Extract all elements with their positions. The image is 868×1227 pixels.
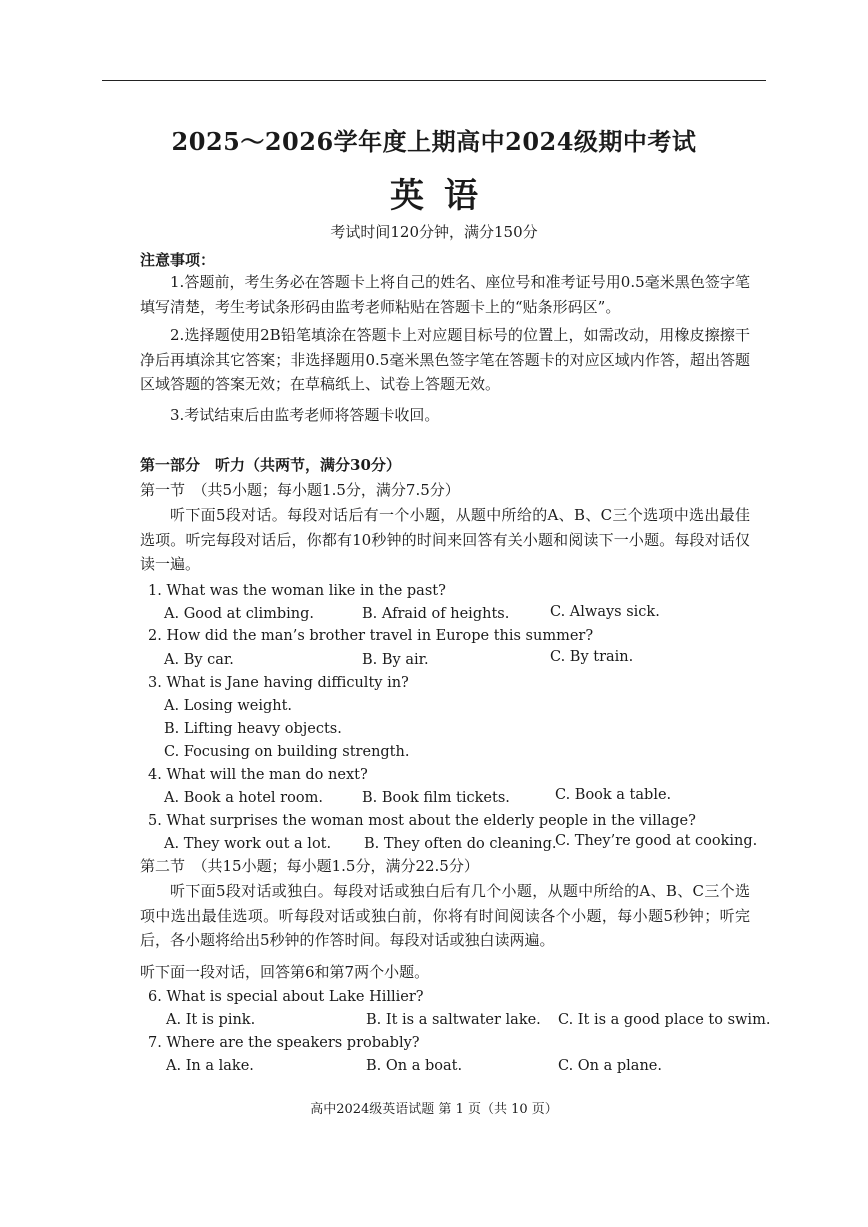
question-3-option-a: A. Losing weight. <box>164 698 293 714</box>
question-6-stem: 6. What is special about Lake Hillier? <box>148 989 424 1005</box>
section1-instructions: 听下面5段对话。每段对话后有一个小题，从题中所给的A、B、C三个选项中选出最佳选项。听完每段对话后，你都有10秒钟的时间来回答有关小题和阅读下一小题。每段对话仅读一遍。 <box>140 506 750 573</box>
question-7-stem: 7. Where are the speakers probably? <box>148 1035 420 1051</box>
question-1-option-b: B. Afraid of heights. <box>362 606 510 622</box>
exam-title: 2025～2026学年度上期高中2024级期中考试 <box>171 127 697 156</box>
notice-item-1: 1.答题前，考生务必在答题卡上将自己的姓名、座位号和准考证号用0.5毫米黑色签字笔填写清楚，考生考试条形码由监考老师粘贴在答题卡上的“贴条形码区”。 <box>140 273 750 316</box>
question-2-stem: 2. How did the man’s brother travel in Europe this summer? <box>148 628 594 644</box>
question-6-option-c: C. It is a good place to swim. <box>558 1012 771 1028</box>
question-4-stem: 4. What will the man do next? <box>148 767 368 783</box>
question-6-option-b: B. It is a saltwater lake. <box>366 1012 541 1028</box>
question-7-option-a: A. In a lake. <box>166 1058 254 1074</box>
question-5-option-b: B. They often do cleaning. <box>364 836 557 852</box>
question-2-option-a: A. By car. <box>164 652 234 668</box>
question-1-option-c: C. Always sick. <box>550 604 660 620</box>
top-rule <box>102 80 766 81</box>
subject-title: 英语 <box>390 176 498 216</box>
part1-heading: 第一部分 听力（共两节，满分30分） <box>140 456 401 474</box>
section2-heading: 第二节 （共15小题；每小题1.5分，满分22.5分） <box>140 857 479 875</box>
page-footer: 高中2024级英语试题 第 1 页（共 10 页） <box>310 1102 558 1117</box>
question-7-option-b: B. On a boat. <box>366 1058 463 1074</box>
question-3-option-b: B. Lifting heavy objects. <box>164 721 342 737</box>
question-4-option-b: B. Book film tickets. <box>362 790 510 806</box>
notice-item-2: 2.选择题使用2B铅笔填涂在答题卡上对应题目标号的位置上，如需改动，用橡皮擦擦干净后再填涂其它答案；非选择题用0.5毫米黑色签字笔在答题卡的对应区域内作答，超出答题区域答题的答案无效；在草稿纸上、试卷上答题无效。 <box>140 326 750 393</box>
question-4-option-a: A. Book a hotel room. <box>164 790 323 806</box>
section1-heading: 第一节 （共5小题；每小题1.5分，满分7.5分） <box>140 481 460 499</box>
question-2-option-b: B. By air. <box>362 652 429 668</box>
question-5-stem: 5. What surprises the woman most about the elderly people in the village? <box>148 813 696 829</box>
question-5-option-a: A. They work out a lot. <box>164 836 332 852</box>
question-3-stem: 3. What is Jane having difficulty in? <box>148 675 409 691</box>
question-3-option-c: C. Focusing on building strength. <box>164 744 410 760</box>
notice-item-3: 3.考试结束后由监考老师将答题卡收回。 <box>170 406 440 424</box>
time-info: 考试时间120分钟，满分150分 <box>330 223 538 241</box>
question-4-option-c: C. Book a table. <box>555 787 672 803</box>
question-7-option-c: C. On a plane. <box>558 1058 662 1074</box>
section2-instructions: 听下面5段对话或独白。每段对话或独白后有几个小题，从题中所给的A、B、C三个选项中选出最佳选项。听每段对话或独白前，你将有时间阅读各个小题，每小题5秒钟；听完后，各小题将给出5秒钟的作答时间。每段对话或独白读两遍。 <box>140 882 750 949</box>
question-6-option-a: A. It is pink. <box>166 1012 256 1028</box>
question-1-stem: 1. What was the woman like in the past? <box>148 583 446 599</box>
section2-sub-instruction: 听下面一段对话，回答第6和第7两个小题。 <box>140 963 430 981</box>
notice-heading: 注意事项： <box>140 251 216 269</box>
question-2-option-c: C. By train. <box>550 649 634 665</box>
question-5-option-c: C. They’re good at cooking. <box>555 833 758 849</box>
question-1-option-a: A. Good at climbing. <box>164 606 314 622</box>
